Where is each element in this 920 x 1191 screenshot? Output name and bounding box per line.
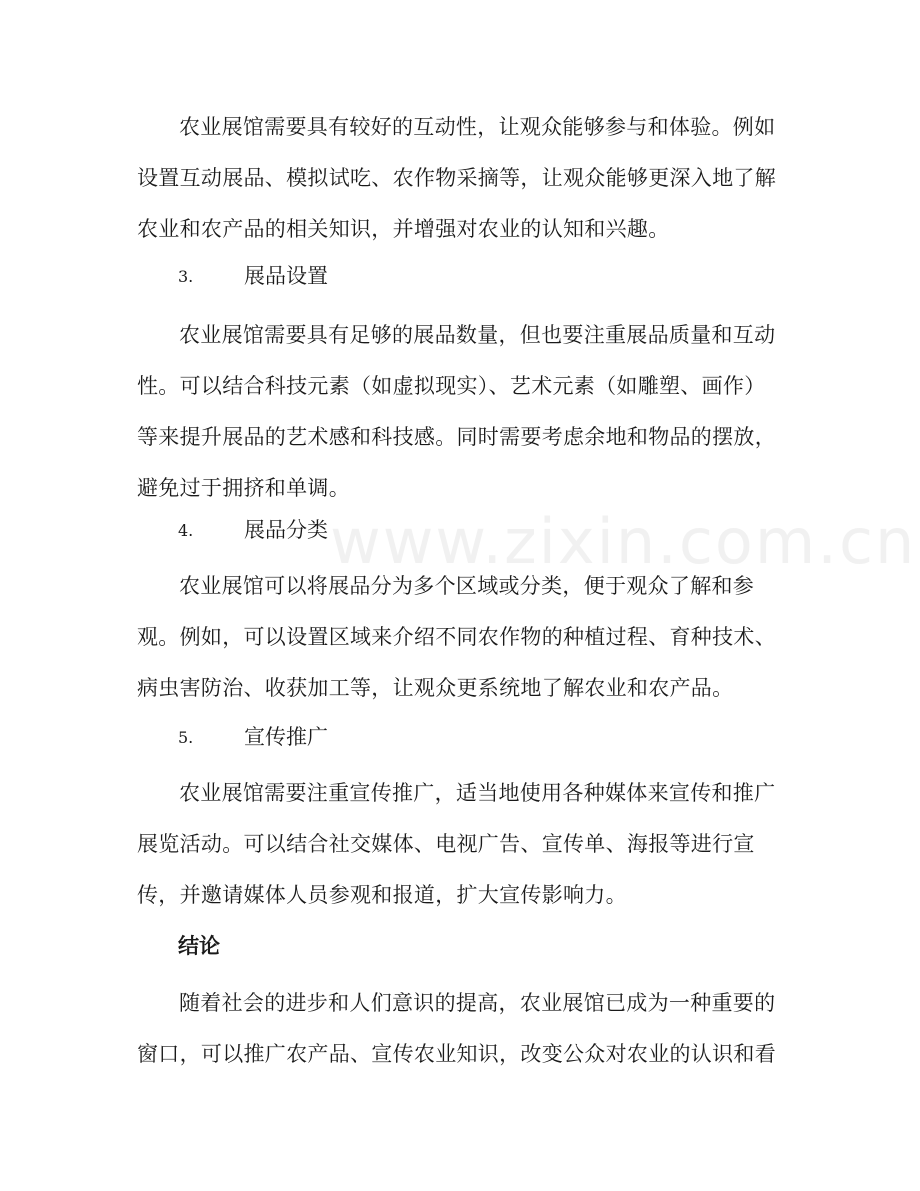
section-title: 宣传推广 bbox=[244, 725, 328, 749]
section-heading-3 bbox=[178, 251, 328, 302]
watermark: www.zixin.com.cn bbox=[330, 505, 917, 578]
section-title: 展品分类 bbox=[244, 518, 328, 542]
paragraph-conclusion: 随着社会的进步和人们意识的提高，农业展馆已成为一种重要的窗口，可以推广农产品、宣传农业知识，改变公众对农业的认识和看 bbox=[137, 991, 776, 1066]
conclusion-heading: 结论 bbox=[178, 933, 220, 958]
paragraph-exhibit-setup: 农业展馆需要具有足够的展品数量，但也要注重展品质量和互动性。可以结合科技元素（如虚拟现实）、艺术元素（如雕塑、画作）等来提升展品的艺术感和科技感。同时需要考虑余地和物品的摆放，避免过于拥挤和单调。 bbox=[137, 323, 776, 500]
section-heading-4 bbox=[178, 505, 328, 556]
paragraph-exhibit-classification: 农业展馆可以将展品分为多个区域或分类，便于观众了解和参观。例如，可以设置区域来介绍不同农作物的种植过程、育种技术、病虫害防治、收获加工等，让观众更系统地了解农业和农产品。 bbox=[137, 574, 776, 700]
section-number: 3. bbox=[178, 267, 194, 286]
paragraph-interactivity: 农业展馆需要具有较好的互动性，让观众能够参与和体验。例如设置互动展品、模拟试吃、农作物采摘等，让观众能够更深入地了解农业和农产品的相关知识，并增强对农业的认知和兴趣。 bbox=[137, 115, 776, 241]
paragraph-promotion: 农业展馆需要注重宣传推广，适当地使用各种媒体来宣传和推广展览活动。可以结合社交媒体、电视广告、宣传单、海报等进行宣传，并邀请媒体人员参观和报道，扩大宣传影响力。 bbox=[137, 781, 776, 907]
section-heading-5 bbox=[178, 712, 328, 763]
section-number: 4. bbox=[178, 521, 194, 540]
section-number: 5. bbox=[178, 728, 194, 747]
section-title: 展品设置 bbox=[244, 264, 328, 288]
